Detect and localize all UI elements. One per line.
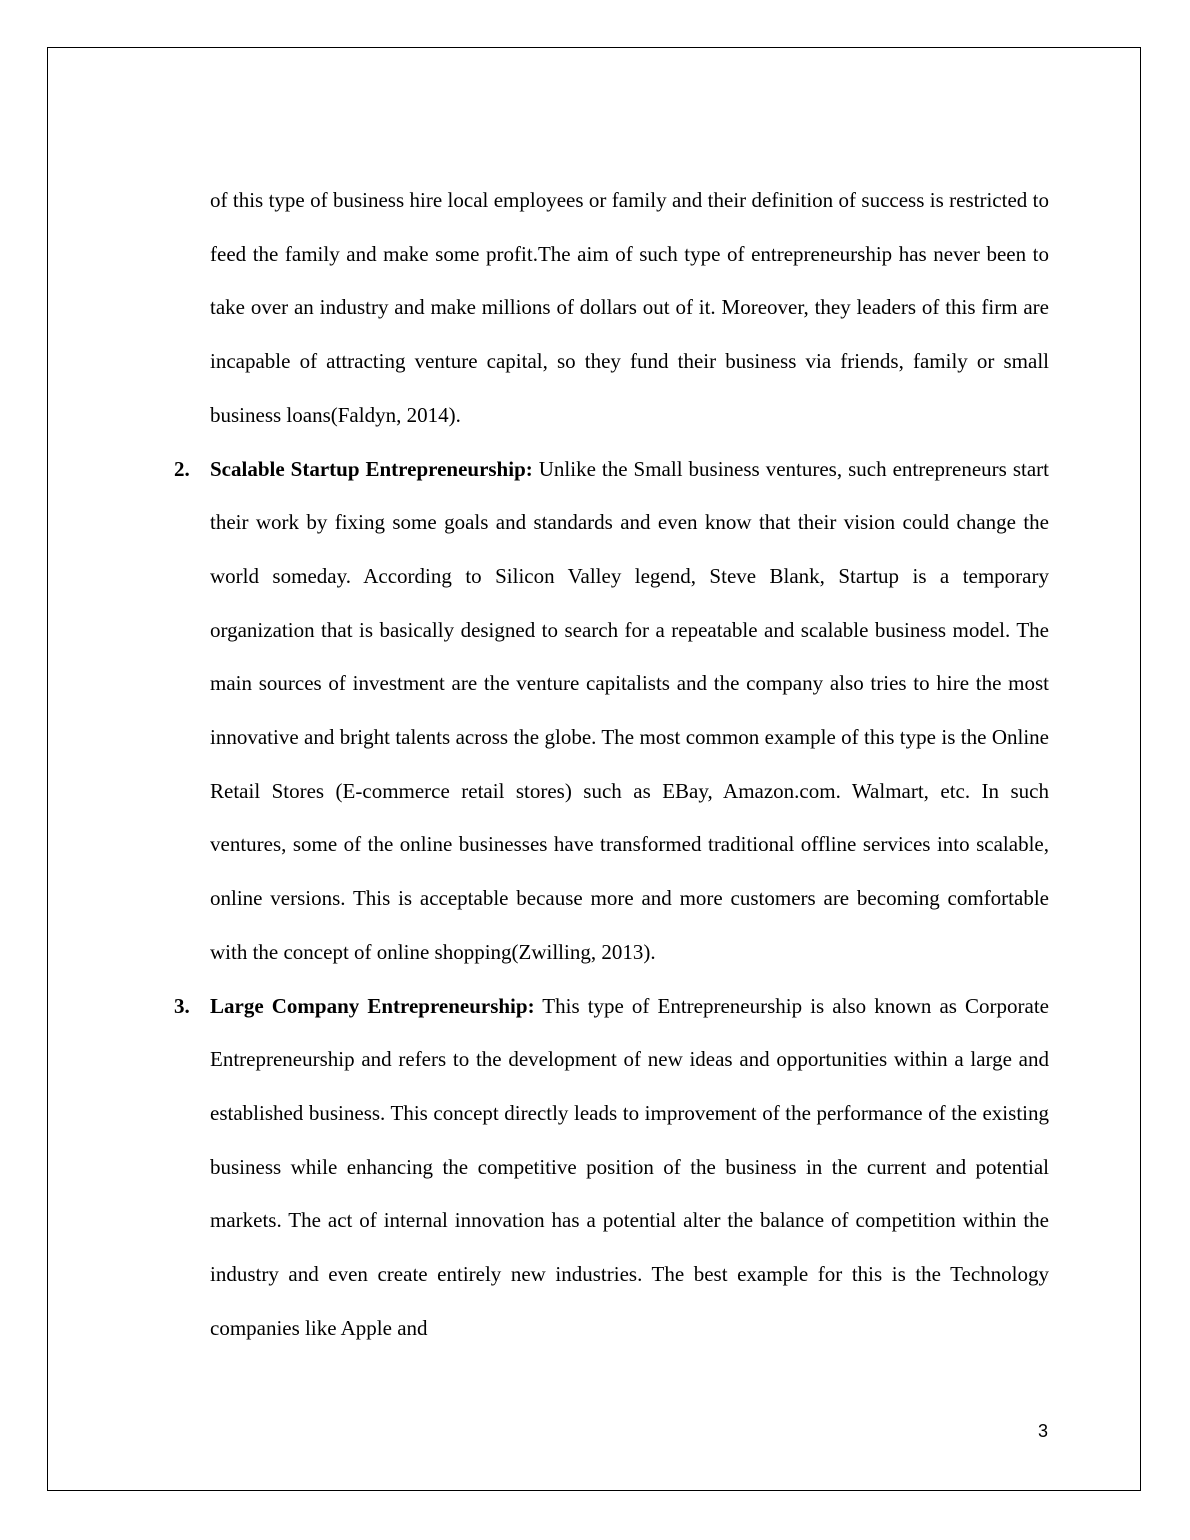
- list-item-scalable-startup: [174, 443, 1049, 980]
- list-number: 3.: [174, 993, 190, 1018]
- document-page: [47, 47, 1141, 1491]
- list-item-heading: Large Company Entrepreneurship:: [210, 993, 535, 1018]
- list-item-large-company: [174, 980, 1049, 1356]
- intro-paragraph: of this type of business hire local employees or family and their definition of success is restricted to feed the family and make some profit.The aim of such type of entrepreneurship has never been to take over an industry and make millions of dollars out of it. Moreover, they leaders of this firm are incapable of attracting venture capital, so they fund their business via friends, family or small business loans(Faldyn, 2014).: [210, 188, 1049, 427]
- body-text: [174, 174, 1049, 1355]
- list-item-paragraph: [210, 443, 1049, 980]
- page-number: 3: [1038, 1421, 1049, 1441]
- list-item-text: This type of Entrepreneurship is also known as Corporate Entrepreneurship and refers to the development of new ideas and opportunities within a large and established business. This concept directly leads to improvement of the performance of the existing business while enhancing the competitive position of the business in the current and potential markets. The act of internal innovation has a potential alter the balance of competition within the industry and even create entirely new industries. The best example for this is the Technology companies like Apple and: [210, 993, 1049, 1340]
- list-item-text: Unlike the Small business ventures, such entrepreneurs start their work by fixing some goals and standards and even know that their vision could change the world someday. According to Silicon Valley legend, Steve Blank, Startup is a temporary organization that is basically designed to search for a repeatable and scalable business model. The main sources of investment are the venture capitalists and the company also tries to hire the most innovative and bright talents across the globe. The most common example of this type is the Online Retail Stores (E-commerce retail stores) such as EBay, Amazon.com. Walmart, etc. In such ventures, some of the online businesses have transformed traditional offline services into scalable, online versions. This is acceptable because more and more customers are becoming comfortable with the concept of online shopping(Zwilling, 2013).: [210, 456, 1049, 964]
- list-item-heading: Scalable Startup Entrepreneurship:: [210, 456, 533, 481]
- list-item-paragraph: [210, 980, 1049, 1356]
- list-number: 2.: [174, 456, 190, 481]
